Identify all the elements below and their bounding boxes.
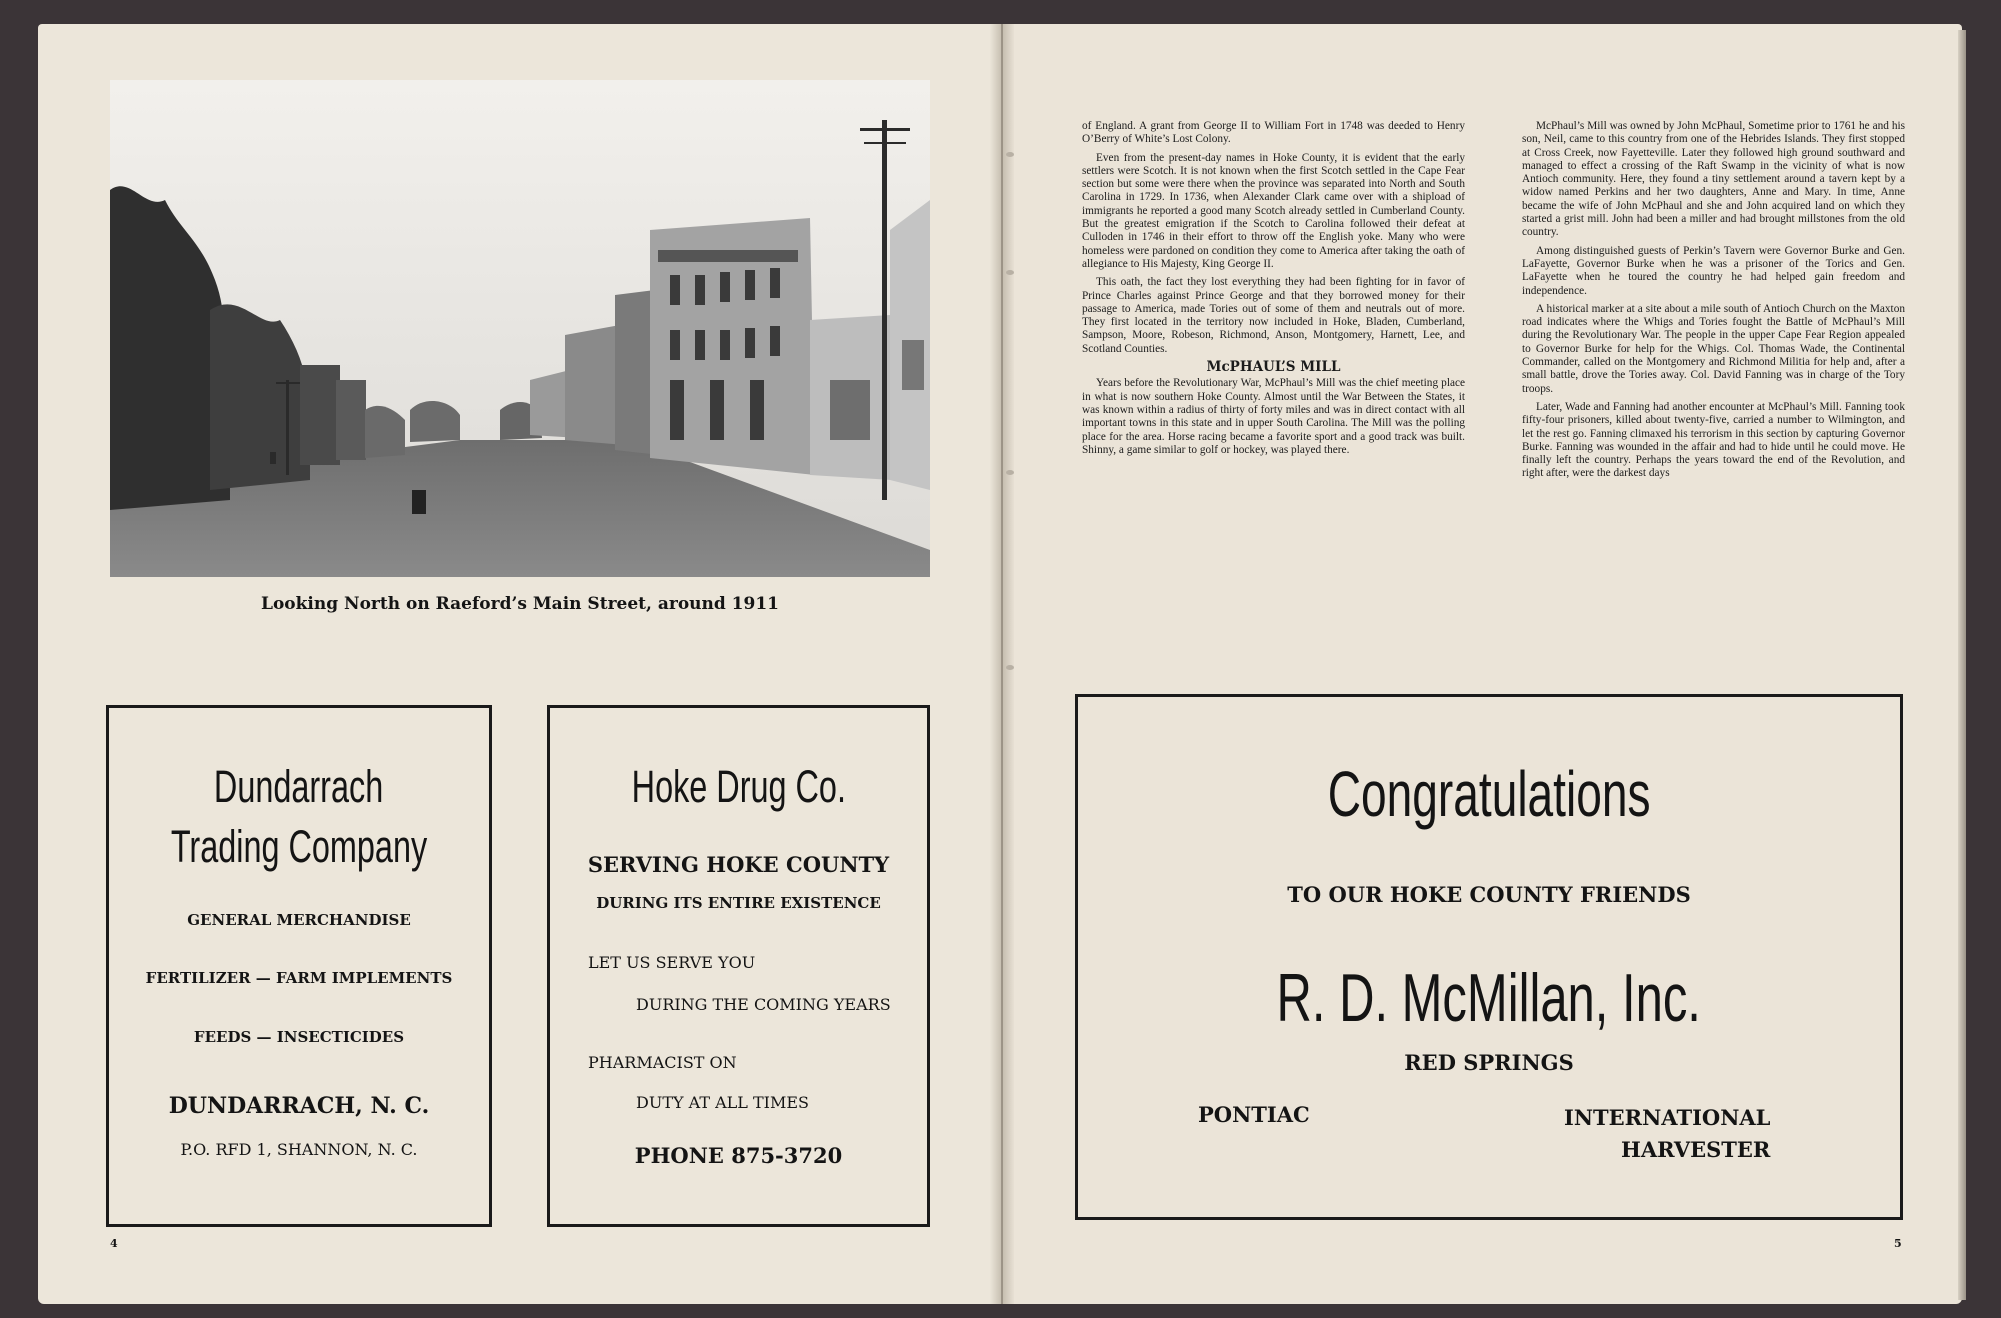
street-photo-illustration (110, 80, 930, 577)
text-column-1 (1082, 120, 1465, 462)
col2-paragraph-4: Later, Wade and Fanning had another encounter at McPhaul’s Mill. Fanning took fifty-four prisoners, killed about twenty-five, carried a number to Wilmington, and let the rest go. Fanning climaxed his terrorism in this section by capturing Governor Burke. Fanning was wounded in the affair and had to hide until he could move. He finally left the country. Perhaps the years toward the end of the Revolution, and right after, were the darkest days (1522, 400, 1905, 480)
mcmillan-ad (1075, 694, 1903, 1220)
col2-paragraph-2: Among distinguished guests of Perkin’s Tavern were Governor Burke and Gen. LaFayette, Governor Burke when he was a prisoner of the Torics and Gen. LaFayette when he toured the country he had helped gain freedom and independence. (1522, 244, 1905, 297)
photo-caption: Looking North on Raeford’s Main Street, around 1911 (261, 594, 779, 614)
street-photo (110, 80, 930, 577)
ad-line-existence: DURING ITS ENTIRE EXISTENCE (596, 894, 881, 912)
ad-headline: Congratulations (1327, 758, 1651, 830)
ad-line-pharmacist: PHARMACIST ON (588, 1053, 737, 1072)
col1-paragraph-2: Even from the present-day names in Hoke County, it is evident that the early settlers were Scotch. It is not known when the first Scotch settled in the Cape Fear section but some were there when the province was separated into North and South Carolina in 1729. In 1736, when Alexander Clark came over with a shipload of immigrants he reported a good many Scotch already settled in Cumberland County. But the greatest emigration if the Scotch to Carolina followed their defeat at Culloden in 1746 in their effort to throw off the English yoke. Many who were homeless were pardoned on condition they come to America after taking the oath of allegiance to His Majesty, King George II. (1082, 151, 1465, 270)
ad-line-merchandise: GENERAL MERCHANDISE (187, 911, 411, 929)
section-heading: McPHAUL’S MILL (1206, 359, 1341, 376)
ad-title-line1: Dundarrach (214, 761, 384, 812)
page-number-left: 4 (110, 1237, 118, 1250)
ad-company-name: R. D. McMillan, Inc. (1276, 960, 1702, 1036)
col1-paragraph-4: Years before the Revolutionary War, McPhaul’s Mill was the chief meeting place in what is now southern Hoke County. Almost until the War Between the States, it was known within a radius of thirty of forty miles and was in direct contact with all important towns in this state and in upper South Carolina. The Mill was the polling place for the area. Horse racing became a favorite sport and a good track was built. Shinny, a game similar to golf or hockey, was played there. (1082, 377, 1465, 456)
col2-paragraph-3: A historical marker at a site about a mile south of Antioch Church on the Maxton road indicates where the Whigs and Tories fought the Battle of McPhaul’s Mill during the Revolutionary War. The people in the upper Cape Fear Region appealed to Governor Burke for help for the Whigs. Col. Thomas Wade, the Continental Commander, called on the Montgomery and Richmond Militia for help and, after a small battle, drove the Tories away. Col. David Fanning was in charge of the Tory troops. (1522, 302, 1905, 395)
ad-address: P.O. RFD 1, SHANNON, N. C. (180, 1140, 418, 1159)
ad-brand-pontiac: PONTIAC (1198, 1102, 1310, 1127)
col1-paragraph-1: of England. A grant from George II to William Fort in 1748 was deeded to Henry O’Berry of White’s Lost Colony. (1082, 120, 1465, 146)
ad-location: RED SPRINGS (1404, 1050, 1574, 1075)
ad-line-coming-years: DURING THE COMING YEARS (636, 995, 891, 1014)
col2-paragraph-1: McPhaul’s Mill was owned by John McPhaul, Sometime prior to 1761 he and his son, Neil, came to this country from one of the Hebrides Islands. They first stopped at Cross Creek, now Fayetteville. Later they followed high ground southward and managed to effect a crossing of the Raft Swamp in the vicinity of what is now Antioch community. Here, they found a tiny settlement around a tavern kept by a widow named Perkins and her two daughters, Anne and Mary. In time, Anne became the wife of John McPhaul and she and John acquired land on which they started a grist mill. John had been a miller and had brought millstones from the old country. (1522, 120, 1905, 239)
ad-line-serving: SERVING HOKE COUNTY (587, 852, 890, 877)
ad-subhead: TO OUR HOKE COUNTY FRIENDS (1287, 882, 1691, 907)
text-column-2 (1522, 120, 1905, 486)
ad-brand-harvester: HARVESTER (1621, 1137, 1771, 1162)
ad-brand-international: INTERNATIONAL (1564, 1105, 1771, 1130)
ad-line-duty: DUTY AT ALL TIMES (636, 1093, 809, 1112)
book-gutter (990, 24, 1014, 1304)
ad-title: Hoke Drug Co. (631, 761, 846, 812)
page-number-right: 5 (1894, 1237, 1902, 1250)
ad-line-feeds: FEEDS — INSECTICIDES (193, 1028, 405, 1046)
col1-paragraph-3: This oath, the fact they lost everything they had been fighting for in favor of Prince Charles against Prince George and that they borrowed money for their passage to America, made Tories out of some of them and neutrals out of more. They first located in the territory now included in Hoke, Bladen, Cumberland, Sampson, Moore, Robeson, Richmond, Anson, Montgomery, Harnett, Lee, and Scotland Counties. (1082, 276, 1465, 355)
page-edge (1958, 30, 1966, 1300)
ad-line-fertilizer: FERTILIZER — FARM IMPLEMENTS (145, 969, 453, 987)
ad-phone: PHONE 875-3720 (634, 1143, 843, 1168)
hoke-drug-ad (547, 705, 930, 1227)
ad-title-line2: Trading Company (170, 821, 428, 872)
ad-line-serve: LET US SERVE YOU (588, 953, 756, 972)
dundarrach-ad (106, 705, 492, 1227)
ad-location: DUNDARRACH, N. C. (168, 1093, 430, 1119)
